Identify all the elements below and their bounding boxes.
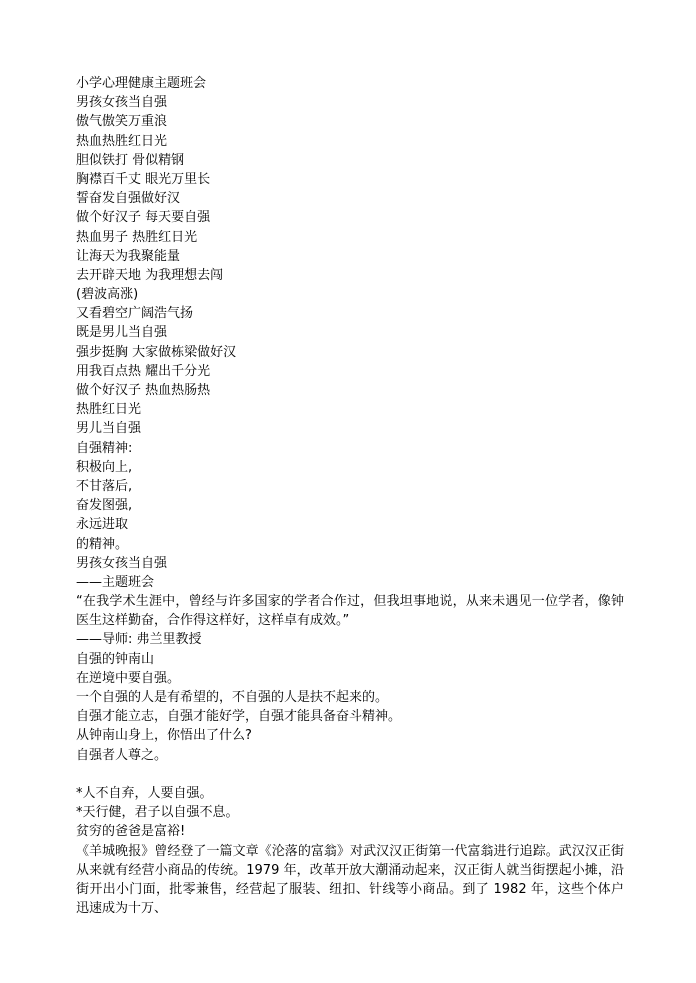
final-paragraph: 《羊城晚报》曾经登了一篇文章《沦落的富翁》对武汉汉正街第一代富翁进行追踪。武汉汉正街从来就有经营小商品的传统。1979 年，改革开放大潮涌动起来，汉正街人就当街摆起小摊，沿街开出小门面，批零兼售，经营起了服装、纽扣、针线等小商品。到了 1982 年，这些个体户迅速成为十万、 [76, 843, 624, 917]
text-line: 又看碧空广阔浩气扬 [76, 306, 194, 322]
text-line: 自强的钟南山 [76, 651, 155, 667]
text-line: *天行健，君子以自强不息。 [76, 805, 239, 821]
text-line: 奋发图强, [76, 498, 133, 514]
text-line: 男孩女孩当自强 [76, 555, 168, 571]
quote-paragraph: “在我学术生涯中，曾经与许多国家的学者合作过，但我坦事地说，从来未遇见一位学者，像钟医生这样勤奋，合作得这样好，这样卓有成效。” [76, 594, 624, 629]
text-line: 男儿当自强 [76, 421, 142, 437]
text-line: 的精神。 [76, 536, 129, 552]
document-body [76, 74, 624, 918]
text-line: 做个好汉子 热血热肠热 [76, 383, 211, 398]
text-line: 积极向上, [76, 459, 133, 475]
text-line: (碧波高涨) [76, 287, 139, 303]
text-line: 贫穷的爸爸是富裕! [76, 824, 186, 840]
text-line: 永远进取 [76, 517, 129, 533]
text-line: 傲气傲笑万重浪 [76, 114, 168, 130]
doc-title: 小学心理健康主题班会 [76, 76, 207, 91]
text-line: 一个自强的人是有希望的，不自强的人是扶不起来的。 [76, 690, 389, 706]
text-line: 用我百点热 耀出千分光 [76, 363, 211, 379]
text-line: ——主题班会 [76, 574, 155, 590]
text-line: 自强者人尊之。 [76, 747, 168, 763]
text-line: *人不自弃，人要自强。 [76, 785, 213, 801]
text-line: 胆似铁打 骨似精钢 [76, 152, 185, 168]
text-line: 男孩女孩当自强 [76, 95, 168, 111]
text-line: 自强精神: [76, 440, 133, 456]
text-line: 热胜红日光 [76, 402, 142, 418]
text-line: 从钟南山身上，你悟出了什么? [76, 728, 252, 744]
text-line: 既是男儿当自强 [76, 325, 168, 341]
text-line: 做个好汉子 每天要自强 [76, 210, 211, 226]
blank-line [76, 765, 624, 784]
text-line: 去开辟天地 为我理想去闯 [76, 267, 224, 283]
text-line: 自强才能立志，自强才能好学，自强才能具备奋斗精神。 [76, 709, 402, 725]
text-line: 热血热胜红日光 [76, 133, 168, 149]
text-line: 在逆境中要自强。 [76, 670, 181, 686]
text-line: 让海天为我聚能量 [76, 248, 181, 264]
text-line: 不甘落后, [76, 478, 133, 494]
text-line: ——导师: 弗兰里教授 [76, 632, 202, 648]
text-line: 胸襟百千丈 眼光万里长 [76, 171, 211, 187]
text-line: 誓奋发自强做好汉 [76, 191, 181, 207]
text-line: 热血男子 热胜红日光 [76, 229, 198, 245]
text-line: 强步挺胸 大家做栋梁做好汉 [76, 344, 237, 360]
